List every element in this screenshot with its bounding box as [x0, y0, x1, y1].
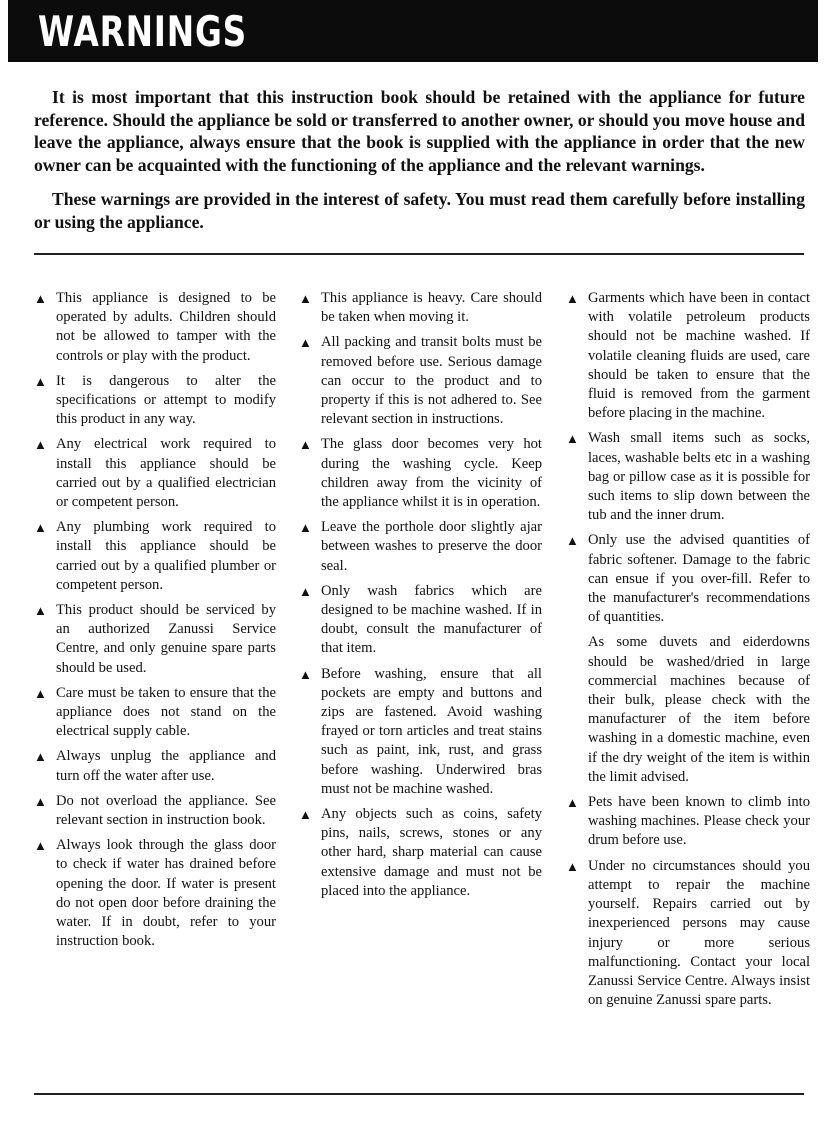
triangle-bullet-icon: ▲	[566, 291, 579, 306]
warning-item: ▲ Do not overload the appliance. See relevant section in instruction book.	[34, 792, 276, 829]
warning-item: ▲ Before washing, ensure that all pockets are empty and buttons and zips are fastened. Avoid washing frayed or torn articles and treat stains such as paint, ink, rust, and grass before washing. Underwired bras must not be machine washed.	[299, 665, 542, 797]
warning-item: ▲ Garments which have been in contact with volatile petroleum products should not be machine washed. If volatile cleaning fluids are used, care should be taken to ensure that the fluid is removed from the garment before placing in the machine.	[566, 290, 810, 422]
warning-item: ▲ This appliance is designed to be operated by adults. Children should not be allowed to tamper with the controls or play with the product.	[34, 290, 276, 364]
triangle-bullet-icon: ▲	[34, 749, 47, 765]
triangle-bullet-icon: ▲	[34, 291, 47, 306]
warning-item: ▲ Wash small items such as socks, laces, washable belts etc in a washing bag or pillow case as it is possible for such items to slip down between the tub and the inner drum.	[566, 430, 810, 524]
warnings-column-1	[34, 289, 276, 958]
triangle-bullet-icon: ▲	[299, 583, 312, 599]
bottom-divider	[34, 1093, 804, 1095]
warning-item: ▲ The glass door becomes very hot during the washing cycle. Keep children away from the vicinity of the appliance whilst it is in operation.	[299, 436, 542, 511]
triangle-bullet-icon: ▲	[566, 858, 579, 874]
warning-item: ▲ Any plumbing work required to install this appliance should be carried out by a qualified plumber or competent person.	[34, 519, 276, 593]
warnings-banner	[8, 0, 818, 62]
warning-item: ▲ Always look through the glass door to check if water has drained before opening the door. If water is present do not open door before draining the water. If in doubt, refer to your instruction book.	[34, 837, 276, 950]
warning-item: ▲ All packing and transit bolts must be removed before use. Serious damage can occur to the product and to property if this is not adhered to. See relevant section in instructions.	[299, 334, 542, 428]
triangle-bullet-icon: ▲	[34, 437, 47, 453]
warning-item: ▲ Pets have been known to climb into washing machines. Please check your drum before use.	[566, 794, 810, 849]
warning-item: ▲ This product should be serviced by an authorized Zanussi Service Centre, and only genuine spare parts should be used.	[34, 602, 276, 676]
triangle-bullet-icon: ▲	[566, 431, 579, 447]
triangle-bullet-icon: ▲	[34, 373, 47, 389]
warning-item: ▲ This appliance is heavy. Care should be taken when moving it.	[299, 290, 542, 326]
warning-item: ▲ Always unplug the appliance and turn off the water after use.	[34, 748, 276, 784]
intro-paragraph-1: It is most important that this instruction book should be retained with the appliance for future reference. Should the appliance be sold or transferred to another owner, or should you move house and leave the appliance, always ensure that the book is supplied with the appliance in order that the new owner can be acquainted with the functioning of the appliance and the relevant warnings.	[34, 87, 805, 176]
triangle-bullet-icon: ▲	[34, 520, 47, 536]
warning-item: ▲ It is dangerous to alter the specifications or attempt to modify this product in any way.	[34, 372, 276, 428]
warning-item: ▲ Any electrical work required to install this appliance should be carried out by a qualified electrician or competent person.	[34, 436, 276, 511]
duvets-paragraph: As some duvets and eiderdowns should be washed/dried in large commercial machines because of their bulk, please check with the manufacturer of the item before washing in a domestic machine, even if the dry weight of the item is within the limit advised.	[588, 634, 810, 785]
triangle-bullet-icon: ▲	[34, 603, 47, 619]
warning-item: ▲ Any objects such as coins, safety pins, nails, screws, stones or any other hard, sharp material can cause extensive damage and must not be placed into the appliance.	[299, 806, 542, 899]
warning-item: ▲ Only wash fabrics which are designed to be machine washed. If in doubt, consult the manufacturer of that item.	[299, 582, 542, 657]
warning-item: ▲ Only use the advised quantities of fabric softener. Damage to the fabric can ensue if you over-fill. Refer to the manufacturer's recommendations of quantities.	[566, 532, 810, 626]
triangle-bullet-icon: ▲	[566, 533, 579, 549]
triangle-bullet-icon: ▲	[299, 520, 312, 536]
top-divider	[34, 253, 804, 255]
triangle-bullet-icon: ▲	[299, 437, 312, 453]
warning-item: ▲ Under no circumstances should you attempt to repair the machine yourself. Repairs carried out by inexperienced persons may cause injury or more serious malfunctioning. Contact your local Zanussi Service Centre. Always insist on genuine Zanussi spare parts.	[566, 857, 810, 1009]
warning-item: ▲ Leave the porthole door slightly ajar between washes to preserve the door seal.	[299, 519, 542, 574]
triangle-bullet-icon: ▲	[299, 807, 312, 823]
triangle-bullet-icon: ▲	[34, 838, 47, 854]
warnings-column-2	[299, 289, 542, 907]
triangle-bullet-icon: ▲	[299, 666, 312, 682]
intro-section	[34, 86, 805, 233]
warning-item: ▲ Care must be taken to ensure that the appliance does not stand on the electrical supply cable.	[34, 684, 276, 740]
warnings-column-3	[566, 289, 810, 1016]
triangle-bullet-icon: ▲	[34, 685, 47, 701]
triangle-bullet-icon: ▲	[299, 291, 312, 306]
triangle-bullet-icon: ▲	[299, 335, 312, 351]
triangle-bullet-icon: ▲	[566, 795, 579, 811]
intro-paragraph-2: These warnings are provided in the interest of safety. You must read them carefully before installing or using the appliance.	[34, 188, 805, 232]
page-title: WARNINGS	[38, 7, 247, 56]
triangle-bullet-icon: ▲	[34, 793, 47, 809]
